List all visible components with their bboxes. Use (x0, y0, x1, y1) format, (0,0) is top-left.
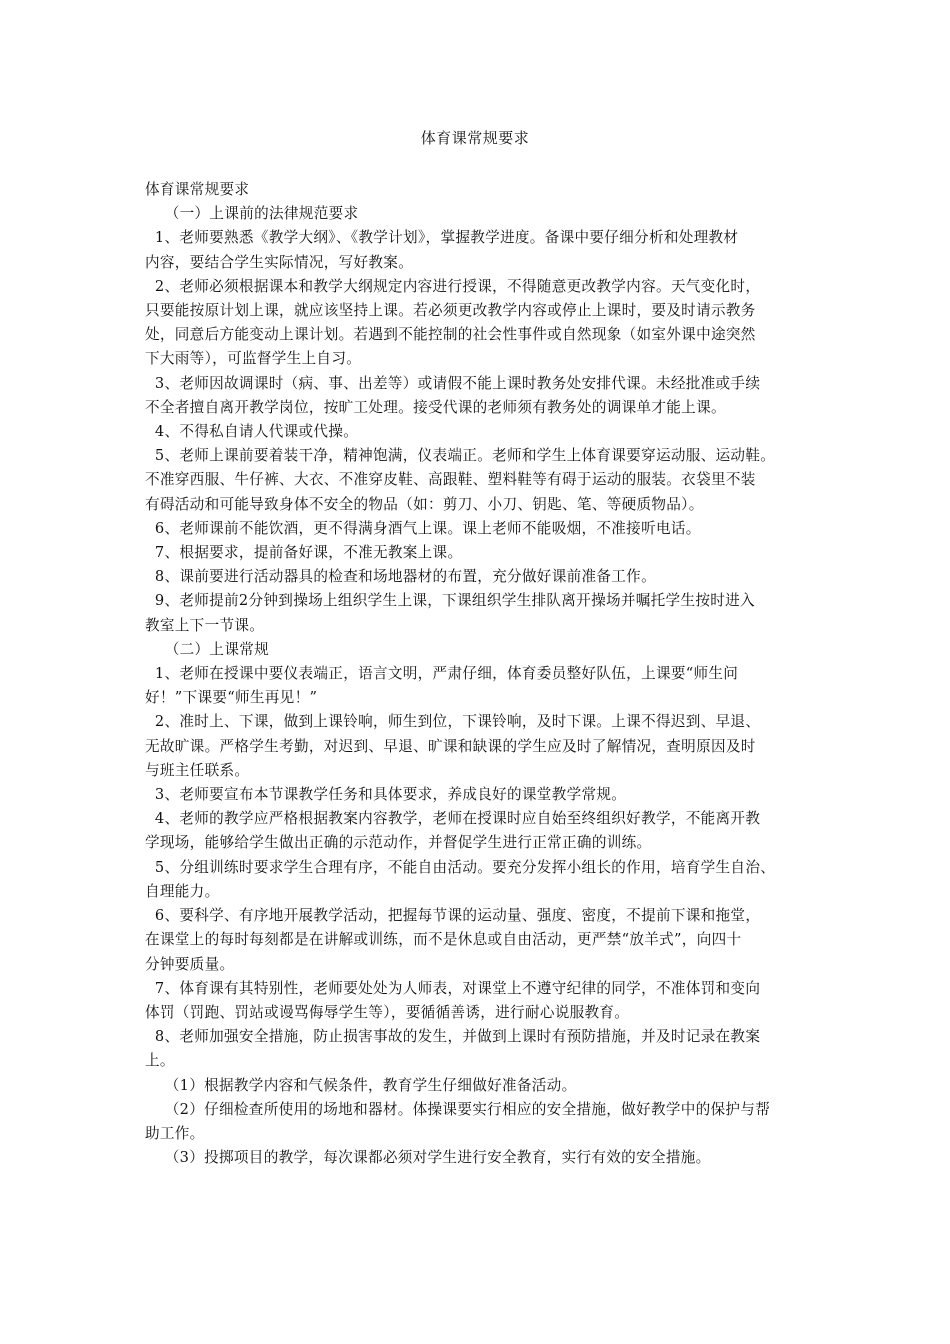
text-line: 助工作。 (145, 1124, 205, 1142)
text-line: 3、老师因故调课时（病、事、出差等）或请假不能上课时教务处安排代课。未经批准或手续 (145, 374, 761, 392)
text-line: 与班主任联系。 (145, 761, 250, 779)
text-line: 5、老师上课前要着装干净，精神饱满，仪表端正。老师和学生上体育课要穿运动服、运动鞋。 (145, 447, 776, 465)
text-line: 上。 (145, 1052, 175, 1070)
text-line: 自理能力。 (145, 882, 220, 900)
text-line: 不全者擅自离开教学岗位，按旷工处理。接受代课的老师须有教务处的调课单才能上课。 (145, 398, 726, 416)
text-line: 无故旷课。严格学生考勤，对迟到、早退、旷课和缺课的学生应及时了解情况，查明原因及时 (145, 737, 756, 755)
text-line: 体育课常规要求 (145, 181, 250, 198)
text-line: 1、老师在授课中要仪表端正，语言文明，严肃仔细，体育委员整好队伍，上课要“师生问 (145, 665, 739, 683)
text-line: （二）上课常规 (145, 640, 270, 658)
text-line: 好！”下课要“师生再见！” (145, 689, 318, 707)
text-line: 5、分组训练时要求学生合理有序，不能自由活动。要充分发挥小组长的作用，培育学生自治、 (145, 858, 776, 876)
text-line: 4、老师的教学应严格根据教案内容教学，老师在授课时应自始至终组织好教学，不能离开教 (145, 810, 761, 828)
text-line: 6、要科学、有序地开展教学活动，把握每节课的运动量、强度、密度，不提前下课和拖堂， (145, 907, 761, 925)
text-line: 只要能按原计划上课，就应该坚持上课。若必须更改教学内容或停止上课时，要及时请示教务 (145, 302, 756, 320)
text-line: 3、老师要宣布本节课教学任务和具体要求，养成良好的课堂教学常规。 (145, 786, 627, 804)
text-line: （一）上课前的法律规范要求 (145, 205, 359, 223)
text-line: 8、老师加强安全措施，防止损害事故的发生，并做到上课时有预防措施，并及时记录在教案 (145, 1028, 761, 1046)
text-line: 6、老师课前不能饮酒，更不得满身酒气上课。课上老师不能吸烟，不准接听电话。 (145, 519, 701, 537)
text-line: （2）仔细检查所使用的场地和器材。体操课要实行相应的安全措施，做好教学中的保护与帮 (145, 1100, 771, 1118)
text-line: 有碍活动和可能导致身体不安全的物品（如：剪刀、小刀、钥匙、笔、等硬质物品）。 (145, 495, 704, 513)
text-line: 2、准时上、下课，做到上课铃响，师生到位，下课铃响，及时下课。上课不得迟到、早退、 (145, 713, 761, 731)
text-line: 内容，要结合学生实际情况，写好教案。 (145, 253, 414, 271)
text-line: 学现场，能够给学生做出正确的示范动作，并督促学生进行正常正确的训练。 (145, 834, 652, 852)
document-body (145, 178, 819, 1170)
text-line: 分钟要质量。 (145, 955, 235, 973)
text-line: 2、老师必须根据课本和教学大纲规定内容进行授课，不得随意更改教学内容。天气变化时， (145, 277, 761, 295)
text-line: 处，同意后方能变动上课计划。若遇到不能控制的社会性事件或自然现象（如室外课中途突然 (145, 326, 756, 344)
text-line: 9、老师提前2分钟到操场上组织学生上课，下课组织学生排队离开操场并嘱托学生按时进入 (145, 592, 755, 610)
text-line: 7、根据要求，提前备好课，不准无教案上课。 (145, 544, 463, 562)
document-title: 体育课常规要求 (420, 129, 530, 147)
text-line: 下大雨等），可监督学生上自习。 (145, 350, 362, 368)
text-line: 体罚（罚跑、罚站或谩骂侮辱学生等），要循循善诱，进行耐心说服教育。 (145, 1003, 630, 1021)
text-line: 7、体育课有其特别性，老师要处处为人师表，对课堂上不遵守纪律的同学，不准体罚和变向 (145, 979, 761, 997)
text-line: 在课堂上的每时每刻都是在讲解或训练，而不是休息或自由活动，更严禁“放羊式”，向四十 (145, 931, 742, 949)
text-line: 教室上下一节课。 (145, 616, 265, 634)
text-line: （3）投掷项目的教学，每次课都必须对学生进行安全教育，实行有效的安全措施。 (145, 1149, 711, 1167)
text-line: （1）根据教学内容和气候条件，教育学生仔细做好准备活动。 (145, 1076, 577, 1094)
text-line: 8、课前要进行活动器具的检查和场地器材的布置，充分做好课前准备工作。 (145, 568, 656, 586)
text-line: 4、不得私自请人代课或代操。 (145, 423, 359, 441)
text-line: 不准穿西服、牛仔裤、大衣、不准穿皮鞋、高跟鞋、塑料鞋等有碍于运动的服装。衣袋里不装 (145, 471, 756, 489)
text-line: 1、老师要熟悉《教学大纲》、《教学计划》，掌握教学进度。备课中要仔细分析和处理教材 (145, 229, 739, 247)
